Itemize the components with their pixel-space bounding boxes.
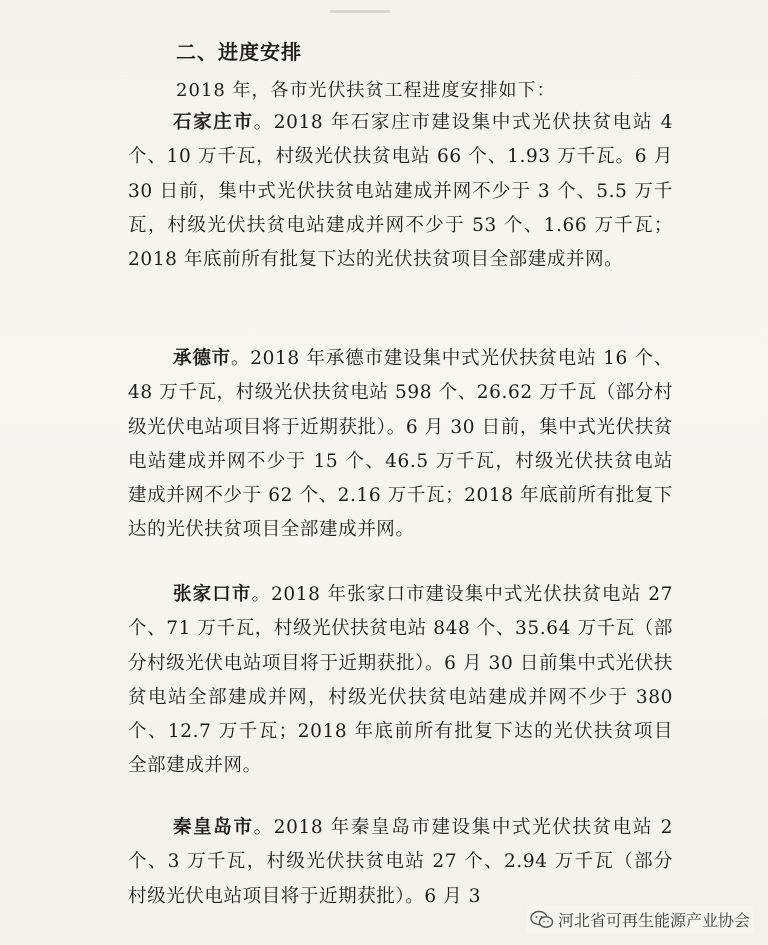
paragraph-shijiazhuang	[128, 106, 673, 277]
paragraph-text: 。2018 年张家口市建设集中式光伏扶贫电站 27 个、71 万千瓦，村级光伏扶贫电站 848 个、35.64 万千瓦（部分村级光伏电站项目将于近期获批）。6 月 30 日前集中式光伏扶贫电站全部建成并网，村级光伏扶贫电站建成并网不少于 380 个、12.7 万千瓦；2018 年底前所有批复下达的光伏扶贫项目全部建成并网。	[128, 584, 673, 777]
paragraph-text: 。2018 年石家庄市建设集中式光伏扶贫电站 4 个、10 万千瓦，村级光伏扶贫电站 66 个、1.93 万千瓦。6 月 30 日前，集中式光伏扶贫电站建成并网不少于 3 个、5.5 万千瓦，村级光伏扶贫电站建成并网不少于 53 个、1.66 万千瓦；2018 年底前所有批复下达的光伏扶贫项目全部建成并网。	[128, 112, 673, 271]
city-name: 承德市	[173, 348, 231, 369]
paragraph-text: 。2018 年承德市建设集中式光伏扶贫电站 16 个、48 万千瓦，村级光伏扶贫电站 598 个、26.62 万千瓦（部分村级光伏电站项目将于近期获批）。6 月 30 日前，集中式光伏扶贫电站建成并网不少于 15 个、46.5 万千瓦，村级光伏扶贫电站建成并网不少于 62 个、2.16 万千瓦；2018 年底前所有批复下达的光伏扶贫项目全部建成并网。	[128, 348, 673, 541]
intro-line: 2018 年，各市光伏扶贫工程进度安排如下：	[176, 80, 556, 101]
wechat-icon	[530, 910, 554, 930]
paragraph-chengde	[128, 342, 673, 548]
paragraph-qinhuangdao	[128, 811, 673, 914]
section-heading: 二、进度安排	[176, 40, 302, 64]
city-name: 秦皇岛市	[173, 817, 254, 838]
city-name: 石家庄市	[173, 112, 254, 133]
city-name: 张家口市	[173, 584, 252, 605]
paragraph-zhangjiakou	[128, 578, 673, 784]
page-top-mark	[330, 10, 390, 13]
wechat-watermark	[526, 906, 754, 933]
paragraph-text: 。2018 年秦皇岛市建设集中式光伏扶贫电站 2 个、3 万千瓦，村级光伏扶贫电站 27 个、2.94 万千瓦（部分村级光伏电站项目将于近期获批）。6 月 3	[128, 817, 673, 907]
watermark-text: 河北省可再生能源产业协会	[557, 911, 750, 930]
